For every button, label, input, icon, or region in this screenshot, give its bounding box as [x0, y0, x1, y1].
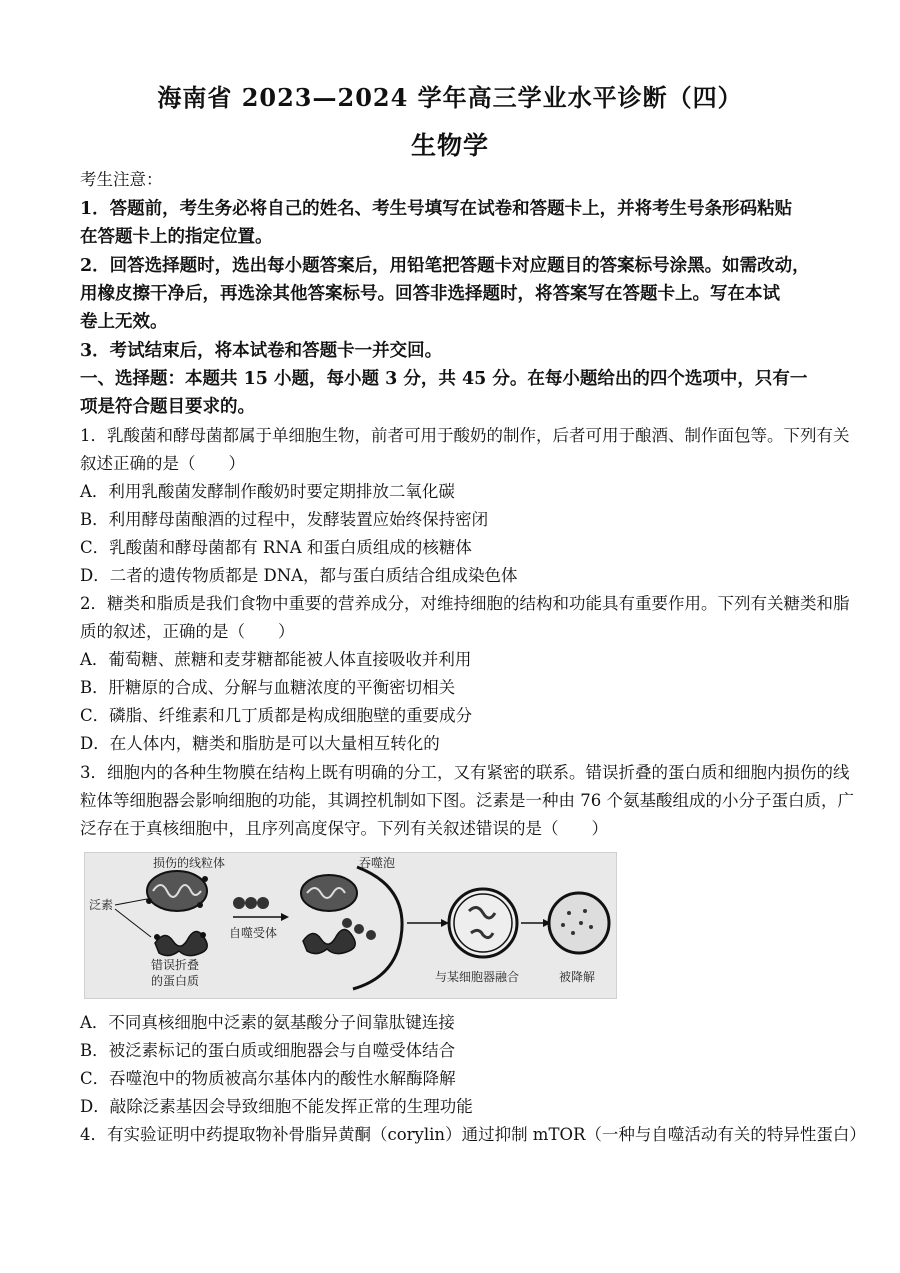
question-2-stem: 质的叙述，正确的是（ ）	[80, 622, 295, 641]
question-2-option-c: C．磷脂、纤维素和几丁质都是构成细胞壁的重要成分	[80, 706, 473, 725]
section-heading: 一、选择题：本题共 15 小题，每小题 3 分，共 45 分。在每小题给出的四个选项中，只有一	[80, 369, 808, 389]
exam-title: 海南省 2023—2024 学年高三学业水平诊断（四）	[157, 83, 743, 112]
label-misfolded-1: 错误折叠	[151, 958, 200, 972]
question-4-stem: 4．有实验证明中药提取物补骨脂异黄酮（corylin）通过抑制 mTOR（一种与自噬活动有关的特异性蛋白）	[80, 1125, 866, 1144]
question-1-option-c: C．乳酸菌和酵母菌都有 RNA 和蛋白质组成的核糖体	[80, 538, 472, 557]
label-ubiquitin: 泛素	[89, 898, 114, 912]
label-misfolded-2: 的蛋白质	[151, 974, 200, 988]
notice-line: 在答题卡上的指定位置。	[80, 227, 273, 247]
question-3-option-d: D．敲除泛素基因会导致细胞不能发挥正常的生理功能	[80, 1097, 473, 1116]
label-degraded: 被降解	[559, 970, 596, 984]
label-phagophore: 吞噬泡	[359, 856, 396, 870]
question-3-option-b: B．被泛素标记的蛋白质或细胞器会与自噬受体结合	[80, 1041, 456, 1060]
autophagy-figure	[84, 852, 617, 999]
notice-line: 用橡皮擦干净后，再选涂其他答案标号。回答非选择题时，将答案写在答题卡上。写在本试	[80, 284, 780, 304]
label-autophagy-receptor: 自噬受体	[229, 926, 278, 940]
notice-line: 卷上无效。	[80, 312, 168, 332]
question-3-option-c: C．吞噬泡中的物质被高尔基体内的酸性水解酶降解	[80, 1069, 456, 1088]
damaged-mitochondrion-icon	[146, 871, 208, 911]
section-heading: 项是符合题目要求的。	[80, 397, 255, 417]
question-1-stem: 1．乳酸菌和酵母菌都属于单细胞生物，前者可用于酸奶的制作，后者可用于酿酒、制作面包等。下列有关	[80, 426, 850, 445]
misfolded-protein-icon	[154, 931, 207, 955]
question-3-stem: 泛存在于真核细胞中，且序列高度保守。下列有关叙述错误的是（ ）	[80, 819, 608, 838]
subject-title: 生物学	[410, 131, 489, 160]
question-2-stem: 2．糖类和脂质是我们食物中重要的营养成分，对维持细胞的结构和功能具有重要作用。下列有关糖类和脂	[80, 594, 850, 613]
autophagy-receptor-icon	[233, 897, 269, 909]
fused-vesicle-icon	[449, 889, 517, 957]
question-2-option-d: D．在人体内，糖类和脂肪是可以大量相互转化的	[80, 734, 440, 753]
label-damaged-mitochondrion: 损伤的线粒体	[153, 856, 226, 870]
question-3-stem: 粒体等细胞器会影响细胞的功能，其调控机制如下图。泛素是一种由 76 个氨基酸组成的小分子蛋白质，广	[80, 791, 854, 810]
notice-line: 1．答题前，考生务必将自己的姓名、考生号填写在试卷和答题卡上，并将考生号条形码粘贴	[80, 199, 793, 219]
label-fusion: 与某细胞器融合	[435, 970, 520, 984]
question-2-option-a: A．葡萄糖、蔗糖和麦芽糖都能被人体直接吸收并利用	[80, 650, 472, 669]
question-1-option-b: B．利用酵母菌酿酒的过程中，发酵装置应始终保持密闭	[80, 510, 489, 529]
notice-line: 2．回答选择题时，选出每小题答案后，用铅笔把答题卡对应题目的答案标号涂黑。如需改动，	[80, 256, 810, 276]
notice-line: 3．考试结束后，将本试卷和答题卡一并交回。	[80, 341, 443, 361]
question-2-option-b: B．肝糖原的合成、分解与血糖浓度的平衡密切相关	[80, 678, 456, 697]
question-1-option-d: D．二者的遗传物质都是 DNA，都与蛋白质结合组成染色体	[80, 566, 518, 585]
question-1-stem: 叙述正确的是（ ）	[80, 454, 245, 473]
question-3-stem: 3．细胞内的各种生物膜在结构上既有明确的分工，又有紧密的联系。错误折叠的蛋白质和细胞内损伤的线	[80, 763, 850, 782]
notice-heading: 考生注意：	[80, 170, 163, 189]
question-3-option-a: A．不同真核细胞中泛素的氨基酸分子间靠肽键连接	[80, 1013, 455, 1032]
question-1-option-a: A．利用乳酸菌发酵制作酸奶时要定期排放二氧化碳	[80, 482, 455, 501]
